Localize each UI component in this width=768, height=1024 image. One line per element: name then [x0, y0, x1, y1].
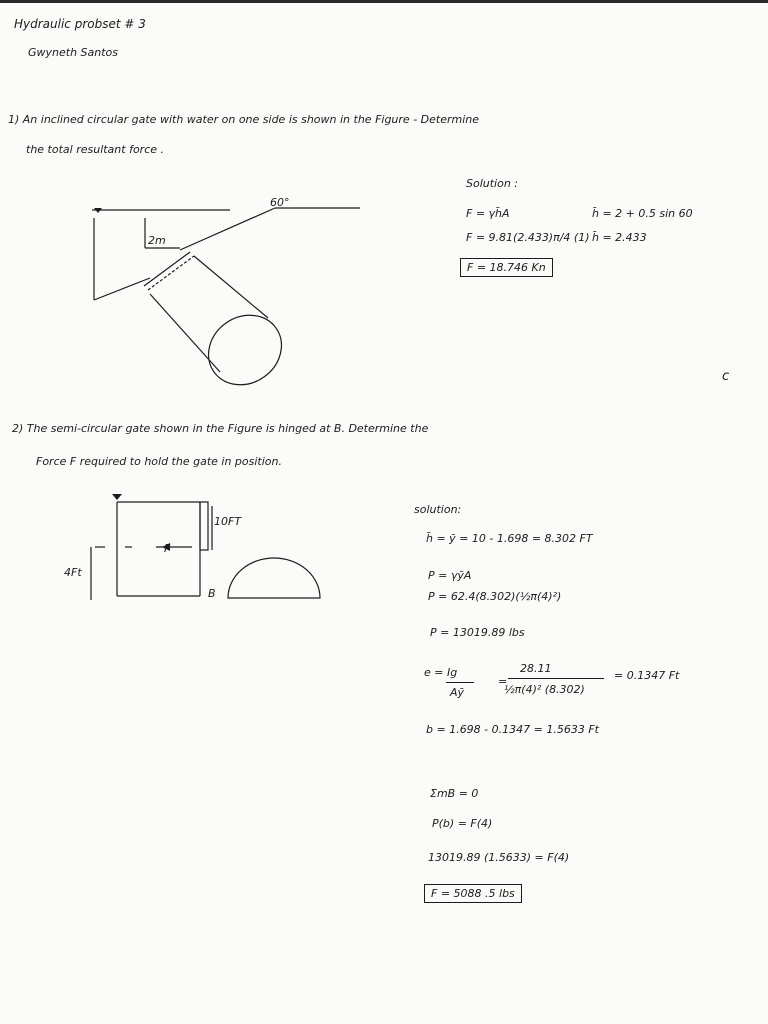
document-title: Hydraulic probset # 3 [14, 17, 146, 31]
semicircle-gate-section [228, 558, 320, 598]
figure2-top-label: 10FT [214, 515, 242, 528]
problem1-eq2: F = 9.81(2.433)π/4 (1) [466, 231, 590, 244]
problem2-eccentricity-numerator2: 28.11 [520, 662, 552, 675]
problem1-answer-box: F = 18.746 Kn [460, 258, 553, 277]
worksheet-page: Hydraulic probset # 3 Gwyneth Santos 1) An inclined circular gate with water on one side is shown in the Figure - Determine the total resultant force . 2m 60° Solution : F = γh̄A F = 9.81(2.433)π/4 (1) h̄ = 2 + 0.5 sin 60 h̄ = 2.433 F = 18.746 Kn c 2) The semi-circular gate shown in the Figure is hinged at B. Determine the Force F required to hold the gate in position. 10FT 4Ft F B solution: h̄ = ȳ = 10 - 1.698 = 8.302 FT P = γȳA P = 62.4(8.302)(½π(4)²) P = 13019.89 lbs e = Ig Aȳ = 28.11 ½π(4)² (8.302) = 0.1347 Ft b = 1.698 - 0.1347 = 1.5633 Ft ΣmB = 0 P(b) = F(4) 13019.89 (1.5633) = F(4) F = 5088 .5 lbs [0, 0, 768, 1024]
problem1-solution-label: Solution : [466, 177, 519, 190]
problem1-statement-line2: the total resultant force . [26, 143, 165, 156]
problem2-eq1: h̄ = ȳ = 10 - 1.698 = 8.302 FT [426, 532, 593, 545]
problem1-eq1: F = γh̄A [466, 207, 510, 220]
figure1-angle-label: 60° [270, 196, 290, 209]
problem2-answer-box: F = 5088 .5 lbs [424, 884, 522, 903]
circular-gate [144, 252, 190, 286]
problem1-statement-line1: 1) An inclined circular gate with water on one side is shown in the Figure - Determine [8, 113, 480, 126]
author-name: Gwyneth Santos [28, 46, 119, 59]
problem2-statement-line1: 2) The semi-circular gate shown in the Figure is hinged at B. Determine the [12, 422, 429, 435]
inclined-wall [180, 208, 275, 250]
gate-cross-section [195, 301, 295, 399]
problem2-solution-label: solution: [414, 503, 462, 516]
problem2-eq4: P = 13019.89 lbs [430, 626, 525, 639]
fraction-bar [446, 682, 474, 683]
water-surface-marker [112, 494, 122, 500]
margin-mark: c [722, 369, 730, 384]
figure2-force-label: F [164, 542, 171, 555]
figure2-side-label: 4Ft [64, 566, 82, 579]
problem1-eq3: h̄ = 2 + 0.5 sin 60 [592, 207, 693, 220]
problem1-figure [80, 190, 360, 400]
problem2-moment-eq1: ΣmB = 0 [430, 787, 479, 800]
problem2-moment-eq2: P(b) = F(4) [432, 817, 493, 830]
gate-plate [200, 502, 208, 550]
problem2-eccentricity-label: e = Ig [424, 666, 458, 679]
problem2-eq-b: b = 1.698 - 0.1347 = 1.5633 Ft [426, 723, 599, 736]
problem2-eq3: P = 62.4(8.302)(½π(4)²) [428, 590, 562, 603]
page-edge [0, 0, 768, 3]
figure2-hinge-label: B [208, 587, 216, 600]
problem1-eq4: h̄ = 2.433 [592, 231, 647, 244]
problem2-figure [60, 488, 330, 613]
problem2-moment-eq3: 13019.89 (1.5633) = F(4) [428, 851, 570, 864]
fraction-bar [508, 678, 604, 679]
figure1-depth-label: 2m [148, 234, 166, 247]
problem2-eccentricity-denominator2: ½π(4)² (8.302) [504, 683, 585, 696]
problem2-eq2: P = γȳA [428, 569, 472, 582]
problem2-statement-line2: Force F required to hold the gate in position. [36, 455, 283, 468]
problem2-eccentricity-result: = 0.1347 Ft [614, 669, 680, 682]
problem2-eccentricity-denominator: Aȳ [450, 686, 465, 699]
